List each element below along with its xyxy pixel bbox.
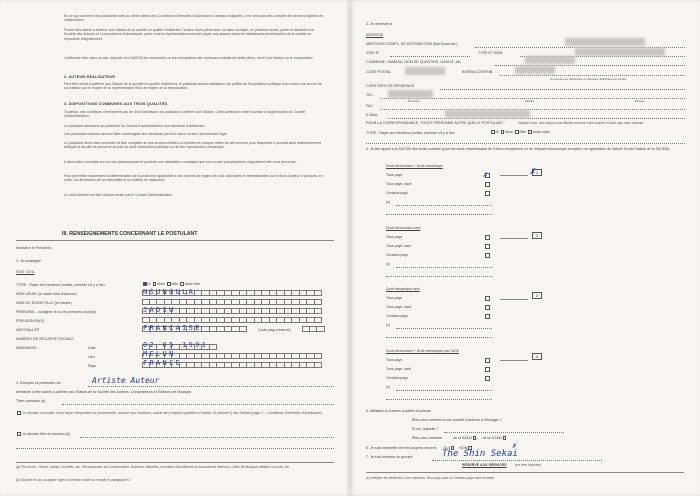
scam-checkbox[interactable] — [503, 436, 507, 440]
date-label: Date — [88, 346, 96, 350]
droit-3-tous-checkbox[interactable] — [485, 296, 490, 301]
reserve-label: RÉSERVÉ AUX SERVICES — [462, 463, 507, 467]
droit-4-certains: Certains pays — [386, 376, 408, 380]
droit-1-tick-mark: ✗ — [483, 170, 488, 179]
tel-domicile: Domicile — [408, 99, 420, 103]
nationalite-value: FRANCAISE — [143, 324, 202, 332]
greeting: Monsieur le Président, — [16, 246, 52, 250]
droit-3-certains-checkbox[interactable] — [485, 314, 490, 319]
footnote-a: (a) Prix divers : Rome, Institut, Sociétés, etc. Récompenses du Conservatoire, fonctions officielles, membres d'académies et associations diverses, Chefs de Musique militaire ou civile, etc. — [16, 465, 291, 469]
droit-3-sauf-checkbox[interactable] — [485, 305, 490, 310]
droit-1-box-mark: ✗ — [530, 166, 537, 177]
code-pays-grid[interactable] — [302, 326, 325, 332]
right-titre-autre-checkbox[interactable] — [528, 130, 532, 134]
nom-jeune-fille-grid[interactable] — [142, 299, 322, 305]
droit-2-tous-pays: Tous pays — [386, 235, 403, 239]
droit-3-box[interactable]: 3 — [532, 292, 542, 299]
droit-3-title: Droit mécanique seul — [386, 287, 420, 291]
etes-vous-membre-etranger: Êtes-vous membre d'une société d'auteurs à l'étranger ? — [412, 418, 502, 422]
fax-label: FAX — [366, 104, 373, 108]
droit-4-sauf: Tous pays, sauf — [386, 367, 411, 371]
footnote-c: (c) Indiquer les territoires si les mentions Tous pays sauf ou Certains pays sont cochées — [366, 476, 495, 480]
code-postal-label: CODE POSTAL — [366, 70, 392, 74]
commune-label: COMMUNE, HAMEAU, NOM DE QUARTIER, LIEUDIT, etc. — [366, 60, 462, 64]
droit-2-box[interactable]: 2 — [532, 232, 542, 239]
titre-mlle-checkbox[interactable] — [167, 282, 171, 286]
sacd-checkbox[interactable] — [473, 436, 477, 440]
droit-1-c: (c) — [386, 200, 391, 204]
droit-4-sauf-checkbox[interactable] — [485, 367, 490, 372]
droit-1-certains-checkbox[interactable] — [485, 191, 490, 196]
droit-2-tous-checkbox[interactable] — [485, 235, 490, 240]
declaration-1: Je déclare n'occuper d'une façon temporaire ou permanente, aucune des fonctions, aucun des emplois spécifiés à l'article 10 premier § des Statuts (page 1 – Conditions Générales d'Admission). — [16, 411, 334, 415]
titre-m-checkbox[interactable] — [143, 282, 147, 286]
tel-label: TEL. — [366, 93, 374, 97]
demeure-label: 3. Je demeure à — [366, 22, 392, 26]
intro-para-2: Pourra être admis à adhérer aux Statuts de la société en qualité d'adhérent, l'auteur d'une pièce avec ou sans musique, en plusieurs actes, jouée et déclarée à la Société des Auteurs et Compositeurs Dramatiques, pièce dont la représentation aura été payée aux auteurs dans les établissements tributaires de la société ou reproduite intégralement. — [64, 28, 314, 41]
droit-3-c: (c) — [386, 323, 391, 327]
droit-1-tous-pays: Tous pays — [386, 173, 403, 177]
nom-value: NSUNGULA — [143, 288, 196, 296]
droit-4-box[interactable]: 4 — [532, 353, 542, 360]
titres-speciaux-label: Titres spéciaux (a) — [16, 399, 46, 403]
complement-label: MENTIONS COMPL. DE DISTRIBUTION (Bat Escal etc.) — [366, 42, 458, 46]
naissance-label: NAISSANCE : — [16, 346, 39, 350]
titre-mme-checkbox[interactable] — [153, 282, 157, 286]
right-titre-mlle-checkbox[interactable] — [515, 130, 519, 134]
section-2-title: 2. AUTEUR-RÉALISATEUR — [64, 74, 116, 79]
contact-label: POUR LA CORRESPONDANCE, TOUTE PERSONNE AUTRE QUE LE POSTULANT : — [366, 121, 506, 125]
etes-vous-membre-sacd: Êtes-vous membre de la SACD de la SCAM — [412, 436, 507, 440]
cedex-note: Commune de distribution ou Bureau distributeur et Cedex — [550, 77, 627, 81]
voie-label: VOIE N° — [366, 51, 380, 55]
nom-jeune-fille-label: NOM DE JEUNE FILLE (si mariée) — [16, 301, 72, 305]
affiliation-label: 5. Affiliation à d'autres sociétés d'auteurs — [366, 409, 431, 413]
section-3-para-2: Le postulant adressera au président du Conseil d'administration une demande d'admission. — [64, 124, 206, 128]
interprete-oui-mark: ✗ — [512, 441, 517, 450]
declaration-1-checkbox[interactable] — [17, 411, 21, 415]
tel-mobile: Mobile — [525, 99, 534, 103]
droit-4-certains-checkbox[interactable] — [485, 376, 490, 381]
droit-3-certains: Certains pays — [386, 314, 408, 318]
droit-4-title: Droit d'exécution + Droit mécanique par l'ACE — [386, 349, 459, 353]
right-titre-m-checkbox[interactable] — [491, 130, 495, 134]
pays-label: Pays — [88, 364, 96, 368]
demande-text: demande à être admis à adhérer aux Statuts de la Société des Auteurs, Compositeurs et Éditeurs de Musique, — [16, 390, 192, 394]
droit-1-box[interactable]: 1 — [532, 169, 542, 176]
section-3-para-4: Le postulant devra faire connaître la liste complète de ses œuvres éditées ou inédites et indiquer celles de ses œuvres pour lesquelles il pourrait avoir antérieurement délégué la faculté de percevoir sa part du droit d'exécution publique ou de leur reproduction mécanique. — [64, 141, 321, 150]
droit-4-tous-checkbox[interactable] — [485, 358, 490, 363]
section-3-para-5: Il devra faire connaître son ou ses pseudonymes et produire une attestation constatant que son ou ses pseudonymes n'appartient bien à sa personne. — [64, 160, 297, 164]
type-nom-label: TYPE ET NOM — [478, 51, 503, 55]
right-titre-mme-checkbox[interactable] — [501, 130, 505, 134]
bureau-label: BUREAU DISTRIB. — [462, 70, 494, 74]
droit-2-certains: Certains pays — [386, 253, 408, 257]
droit-1-sauf-checkbox[interactable] — [485, 182, 490, 187]
titre-options: M Mme Mlle Autre titre — [142, 282, 200, 286]
droit-1-title: Droit d'exécution + Droit mécanique — [386, 164, 443, 168]
droit-4-c: (c) — [386, 385, 391, 389]
droit-2-c: (c) — [386, 262, 391, 266]
titre-autre-checkbox[interactable] — [180, 282, 184, 286]
droit-2-certains-checkbox[interactable] — [485, 253, 490, 258]
profession-label: 2. Exerçant la profession de : — [16, 381, 63, 385]
code-pays-label: Code pays (réservé) — [258, 328, 291, 332]
lieu-value: MELUN — [143, 350, 176, 358]
right-page — [350, 0, 700, 496]
groupe-value: The Shin Sekai — [442, 449, 518, 459]
section-3-para-3: Les postulants mineurs devront faire contresigner leur demande par leur tuteur ou leur représentant légal. — [64, 132, 228, 136]
droit-3-tous-pays: Tous pays — [386, 296, 403, 300]
pseudonymes-label: PSEUDONYM(S) — [16, 319, 44, 323]
apport-text: 4. Je fais apport à la SACEM des droits suivants (pour les seuls ressortissants de l'Union européenne ou de l'espace économique européen, en application de l'article 34 des Statuts de la SACEM) : — [366, 147, 672, 151]
code-pays-residence-label: CODE PAYS DE RÉSIDENCE — [366, 84, 415, 88]
droit-1-certains: Certains pays — [386, 191, 408, 195]
lieu-label: Lieu — [88, 355, 95, 359]
pseudonymes-grid[interactable] — [142, 317, 322, 323]
soussigne-label: 1. Je soussigné — [16, 259, 41, 263]
declaration-2: Je déclare être en fonction (b) — [16, 432, 70, 436]
prenoms-value: JADSU — [143, 306, 176, 314]
droit-2-sauf-checkbox[interactable] — [485, 244, 490, 249]
intro-para-3: L'intéressé doit, dans ce cas, déposer à la SACEM les manuscrits ou les exemplaires des morceaux extraits de ladite pièce, dont il est l'auteur ou le compositeur. — [64, 56, 314, 60]
pays-value: FRANCE — [143, 359, 183, 367]
footnote-b: (b) Suivant le cas, souligner rayer la mention inutile ou remplir le paragraphe 2 — [16, 478, 131, 482]
date-value: 02 05 1991 — [143, 341, 209, 349]
adresse-label: ADRESSE — [366, 33, 384, 37]
droit-1-sauf: Tous pays, sauf — [386, 182, 411, 186]
section-2-para: Peut être admis à adhérer aux Statuts de la société en qualité d'adhérent, le postulant auteur-réalisateur qui justifie de l'exploitation publique d'au moins une œuvre de sa création par le moyen de la représentation et/ou le moyen de la reproduction. — [64, 82, 322, 91]
si-oui-label: Si oui, laquelle ? — [412, 427, 439, 431]
intro-para-1: En ce qui concerne les postulants visés au 4ème alinéa des Conditions Générales d'Admission ci-dessus indiquées, il ne sera pas tenu compte des œuvres signées en collaboration. — [64, 14, 324, 23]
section-3-title: 3. DISPOSITIONS COMMUNES AUX TROIS QUALITÉS — [64, 101, 168, 106]
secu-label: NUMÉRO DE SÉCURITÉ SOCIALE — [16, 337, 74, 341]
right-titre-label: TITRE : Rayer les mentions inutiles, préciser s'il y a lieu — [366, 131, 455, 135]
right-titre-options: M Mme Mlle Autre style — [490, 130, 550, 134]
contact-note: Indiquer Nom, nom lequel vous désirez recevoir votre courrier et autre que votre adresse. — [518, 121, 645, 125]
droit-2-title: Droit d'exécution seul — [386, 226, 421, 230]
section-3-para-6: Pour permettre notamment la détermination de la protection applicable à ses œuvres au regard des lois nationales et internationales sur le droit d'auteur, il produira, en outre, sa déclaration de sa nationalité et un bulletin de naissance. — [64, 174, 323, 183]
etat-civil-label: ETAT CIVIL — [16, 270, 35, 274]
section-3-para-1: Toutefois, ces conditions n'entraînent pas de droit l'admission du postulant à adhérer aux Statuts. Cette admission reste soumise à l'appréciation du Conseil d'Administration. — [64, 110, 306, 119]
prenoms-label: PRÉNOMS – souligner le ou les prénoms usuel(s) — [16, 310, 96, 314]
section-iii-title: III. RENSEIGNEMENTS CONCERNANT LE POSTULANT — [62, 231, 198, 237]
nom-label: NOM USUEL (si marié nom d'épouse) — [16, 292, 77, 296]
tel-bureau: Bureau — [635, 99, 645, 103]
email-label: E-MAIL — [366, 113, 378, 117]
profession-value: Artiste Auteur — [92, 376, 160, 385]
droit-3-sauf: Tous pays, sauf — [386, 305, 411, 309]
droit-2-sauf: Tous pays, sauf — [386, 244, 411, 248]
droit-4-tous-pays: Tous pays — [386, 358, 403, 362]
declaration-2-checkbox[interactable] — [17, 432, 21, 436]
titre-label: TITRE : Rayer les mentions inutiles, préciser s'il y a lieu — [16, 283, 105, 287]
interprete-label: 6. Je suis interprète de mes propres œuvres OUI NON — [366, 446, 473, 450]
groupe-label: 7. Je suis membre du groupe — [366, 455, 413, 459]
nationalite-label: NATIONALITÉ — [16, 328, 40, 332]
reserve-note: (ne rien inscrire) — [515, 463, 541, 467]
section-3-para-7: Le droit d'entrée est fixé chaque année par le Conseil d'administration. — [64, 193, 174, 197]
